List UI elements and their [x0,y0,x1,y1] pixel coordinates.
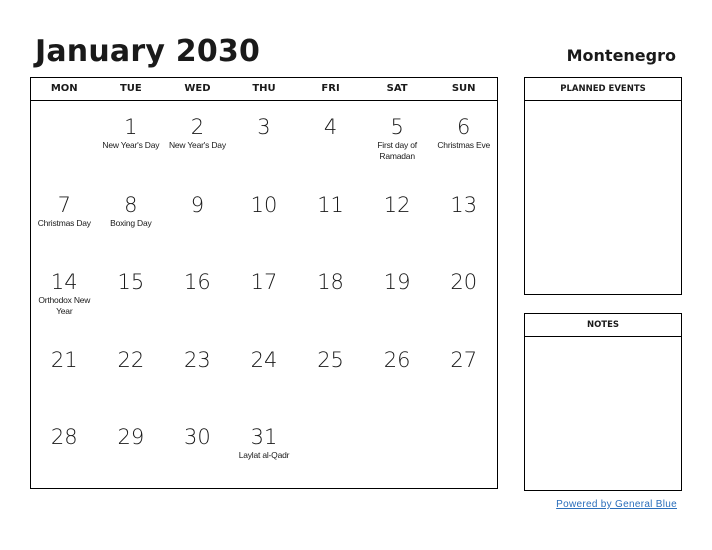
day-cell [430,334,497,412]
day-cell [297,256,364,334]
day-cell [164,256,231,334]
weekday-label: WED [184,83,211,94]
day-cell [430,101,497,179]
weekday-label: SUN [451,83,476,94]
day-cell [364,334,431,412]
weekday-label: FRI [321,83,340,94]
page-title: January 2030 [35,34,261,69]
notes-heading: NOTES [525,314,681,337]
day-cell [297,334,364,412]
day-number: 17 [250,270,278,295]
planned-events-heading: PLANNED EVENTS [525,78,681,101]
day-number: 24 [250,347,278,372]
day-number: 27 [450,347,478,372]
holiday-label: Orthodox New Year [38,295,91,317]
day-cell [364,179,431,257]
day-number: 26 [383,347,411,372]
weekday-label: MON [50,83,78,94]
day-cell [430,256,497,334]
day-cell [164,101,231,179]
day-number: 14 [50,270,78,295]
day-cell [364,101,431,179]
day-number: 21 [50,347,78,372]
weekday-label: THU [252,83,276,94]
day-cell [297,101,364,179]
planned-events-panel [524,77,682,295]
calendar-grid [30,77,498,489]
day-number: 31 [250,425,278,450]
day-number: 3 [257,115,271,139]
day-number: 10 [250,192,278,217]
day-cell [297,179,364,257]
holiday-label: Boxing Day [110,217,152,228]
country-label: Montenegro [566,46,676,65]
day-cell [297,411,364,489]
day-number: 13 [450,192,478,217]
holiday-label: First day of Ramadan [377,140,417,161]
day-cell [231,411,298,489]
day-cell [231,101,298,179]
day-number: 5 [390,115,404,139]
day-number: 1 [124,115,138,139]
day-cell [164,411,231,489]
day-number: 29 [117,425,145,450]
day-number: 18 [317,270,344,295]
calendar-body [31,101,497,489]
day-cell [231,256,298,334]
day-number: 25 [317,347,344,372]
day-number: 12 [383,192,411,217]
day-number: 7 [57,192,71,217]
day-number: 9 [190,192,205,217]
day-cell [31,256,98,334]
day-cell [231,179,298,257]
day-cell [98,101,165,179]
notes-panel [524,313,682,491]
weekday-label: TUE [119,83,142,94]
day-cell [98,256,165,334]
day-number: 11 [317,192,344,217]
day-number: 2 [190,115,205,139]
day-number: 4 [323,115,338,139]
powered-by-link[interactable]: Powered by General Blue [556,499,677,510]
day-number: 23 [184,347,211,372]
day-cell [164,179,231,257]
holiday-label: Christmas Eve [437,140,491,150]
day-number: 30 [184,425,211,450]
day-cell [31,411,98,489]
day-cell [98,334,165,412]
day-number: 22 [117,347,145,372]
day-cell [31,179,98,257]
weekday-header-row [31,78,497,101]
weekday-label: SAT [386,83,408,94]
day-cell [98,179,165,257]
day-cell [164,334,231,412]
day-cell [430,179,497,257]
day-number: 20 [450,270,478,295]
day-number: 6 [457,115,471,139]
day-cell [364,411,431,489]
day-number: 8 [124,192,138,217]
holiday-label: Christmas Day [37,217,91,228]
holiday-label: New Year's Day [102,140,160,150]
day-number: 15 [117,270,145,295]
day-cell [430,411,497,489]
day-cell [31,101,98,179]
day-number: 28 [50,425,78,450]
holiday-label: Laylat al-Qadr [238,450,290,461]
day-cell [31,334,98,412]
day-cell [231,334,298,412]
holiday-label: New Year's Day [168,140,226,150]
day-cell [98,411,165,489]
day-number: 19 [383,270,411,295]
day-cell [364,256,431,334]
day-number: 16 [184,270,211,295]
